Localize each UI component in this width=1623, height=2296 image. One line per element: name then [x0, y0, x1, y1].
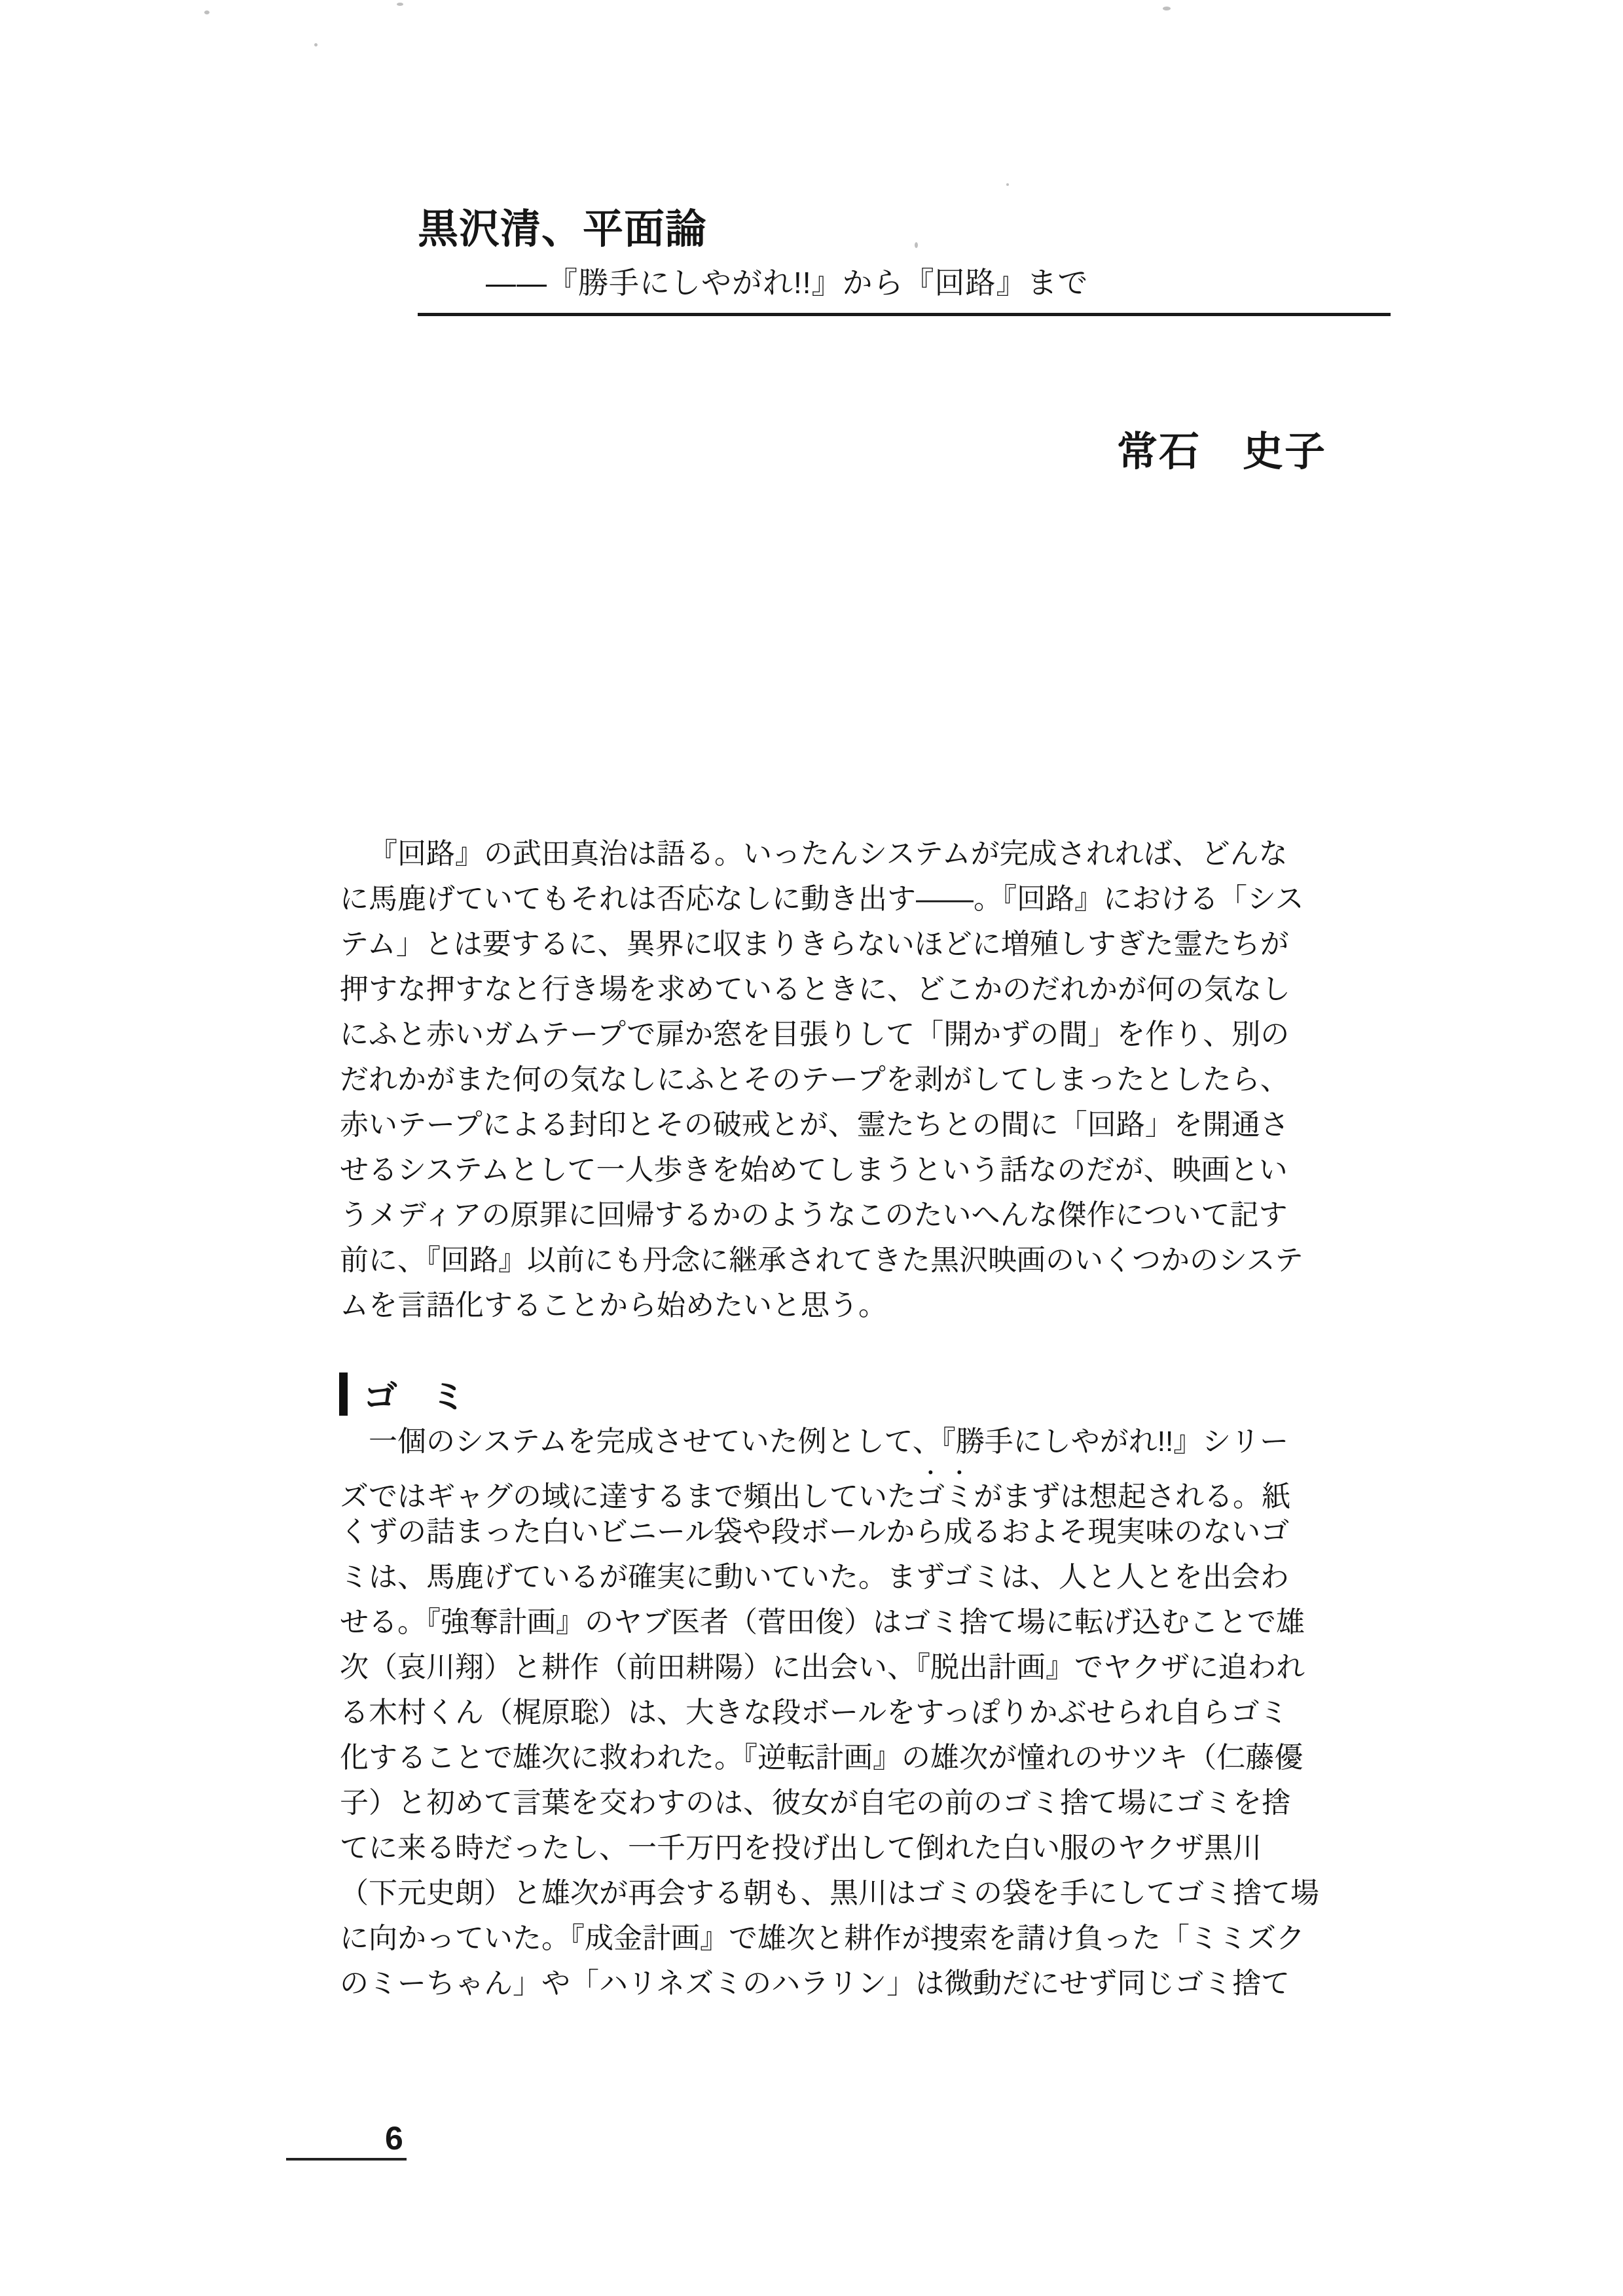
text-segment: がまずは想起される。紙 — [974, 1480, 1290, 1513]
text-line: 押すな押すなと行き場を求めているときに、どこかのだれかが何の気なし — [340, 973, 1290, 1005]
text-line: てに来る時だったし、一千万円を投げ出して倒れた白い服のヤクザ黒川 — [340, 1832, 1262, 1864]
text-line — [340, 1464, 1319, 1513]
text-segment: ズではギャグの域に達するまで頻出していた — [340, 1480, 916, 1513]
text-line: 次（哀川翔）と耕作（前田耕陽）に出会い、『脱出計画』でヤクザに追われ — [340, 1651, 1305, 1683]
article-subtitle: ――『勝手にしやがれ!!』から『回路』まで — [486, 266, 1089, 300]
scan-speck — [314, 43, 318, 46]
section-heading-bar — [339, 1372, 348, 1416]
text-line: 『回路』の武田真治は語る。いったんシステムが完成されれば、どんな — [369, 838, 1288, 870]
emphasized-text: ゴミ — [916, 1480, 974, 1513]
text-line: くずの詰まった白いビニール袋や段ボールから成るおよそ現実味のないゴ — [340, 1516, 1290, 1548]
text-line: にふと赤いガムテープで扉か窓を目張りして「開かずの間」を作り、別の — [340, 1018, 1290, 1050]
text-line: 赤いテープによる封印とその破戒とが、霊たちとの間に「回路」を開通さ — [340, 1109, 1289, 1141]
section-heading: ゴ ミ — [363, 1378, 466, 1416]
text-line: 前に、『回路』以前にも丹念に継承されてきた黒沢映画のいくつかのシステ — [340, 1244, 1304, 1276]
scan-speck — [915, 242, 918, 248]
text-line: せる。『強奪計画』のヤブ医者（菅田俊）はゴミ捨て場に転げ込むことで雄 — [340, 1606, 1305, 1638]
text-line: だれかがまた何の気なしにふとそのテープを剥がしてしまったとしたら、 — [340, 1064, 1289, 1096]
text-line: ムを言語化することから始めたいと思う。 — [340, 1289, 887, 1321]
scan-speck — [204, 10, 210, 14]
text-line: のミーちゃん」や「ハリネズミのハラリン」は微動だにせず同じゴミ捨て — [340, 1967, 1290, 2000]
paragraph-1 — [340, 831, 1304, 1328]
author-name: 常石 史子 — [1117, 429, 1327, 475]
text-line: テム」とは要するに、異界に収まりきらないほどに増殖しすぎた霊たちが — [340, 928, 1289, 960]
text-line: うメディアの原罪に回帰するかのようなこのたいへんな傑作について記す — [340, 1199, 1288, 1231]
text-line: に馬鹿げていてもそれは否応なしに動き出す――。『回路』における「シス — [340, 883, 1304, 915]
scan-speck — [1006, 183, 1009, 186]
text-line: に向かっていた。『成金計画』で雄次と耕作が捜索を請け負った「ミミズク — [340, 1922, 1305, 1954]
text-line: 化することで雄次に救われた。『逆転計画』の雄次が憧れのサツキ（仁藤優 — [340, 1742, 1304, 1774]
page-number-rule — [286, 2158, 407, 2161]
text-line: （下元史朗）と雄次が再会する朝も、黒川はゴミの袋を手にしてゴミ捨て場 — [340, 1877, 1319, 1909]
text-line: る木村くん（梶原聡）は、大きな段ボールをすっぽりかぶせられ自らゴミ — [340, 1696, 1288, 1729]
scan-speck — [1163, 7, 1171, 10]
text-line: 子）と初めて言葉を交わすのは、彼女が自宅の前のゴミ捨て場にゴミを捨 — [340, 1787, 1290, 1819]
scan-speck — [397, 3, 403, 6]
text-line: せるシステムとして一人歩きを始めてしまうという話なのだが、映画とい — [340, 1154, 1288, 1186]
paragraph-2 — [340, 1419, 1319, 2006]
page-number: 6 — [385, 2120, 403, 2157]
article-title: 黒沢清、平面論 — [418, 207, 707, 252]
title-rule — [418, 313, 1391, 316]
text-line: 一個のシステムを完成させていた例として、『勝手にしやがれ!!』シリー — [369, 1426, 1289, 1458]
text-line: ミは、馬鹿げているが確実に動いていた。まずゴミは、人と人とを出会わ — [340, 1561, 1289, 1593]
